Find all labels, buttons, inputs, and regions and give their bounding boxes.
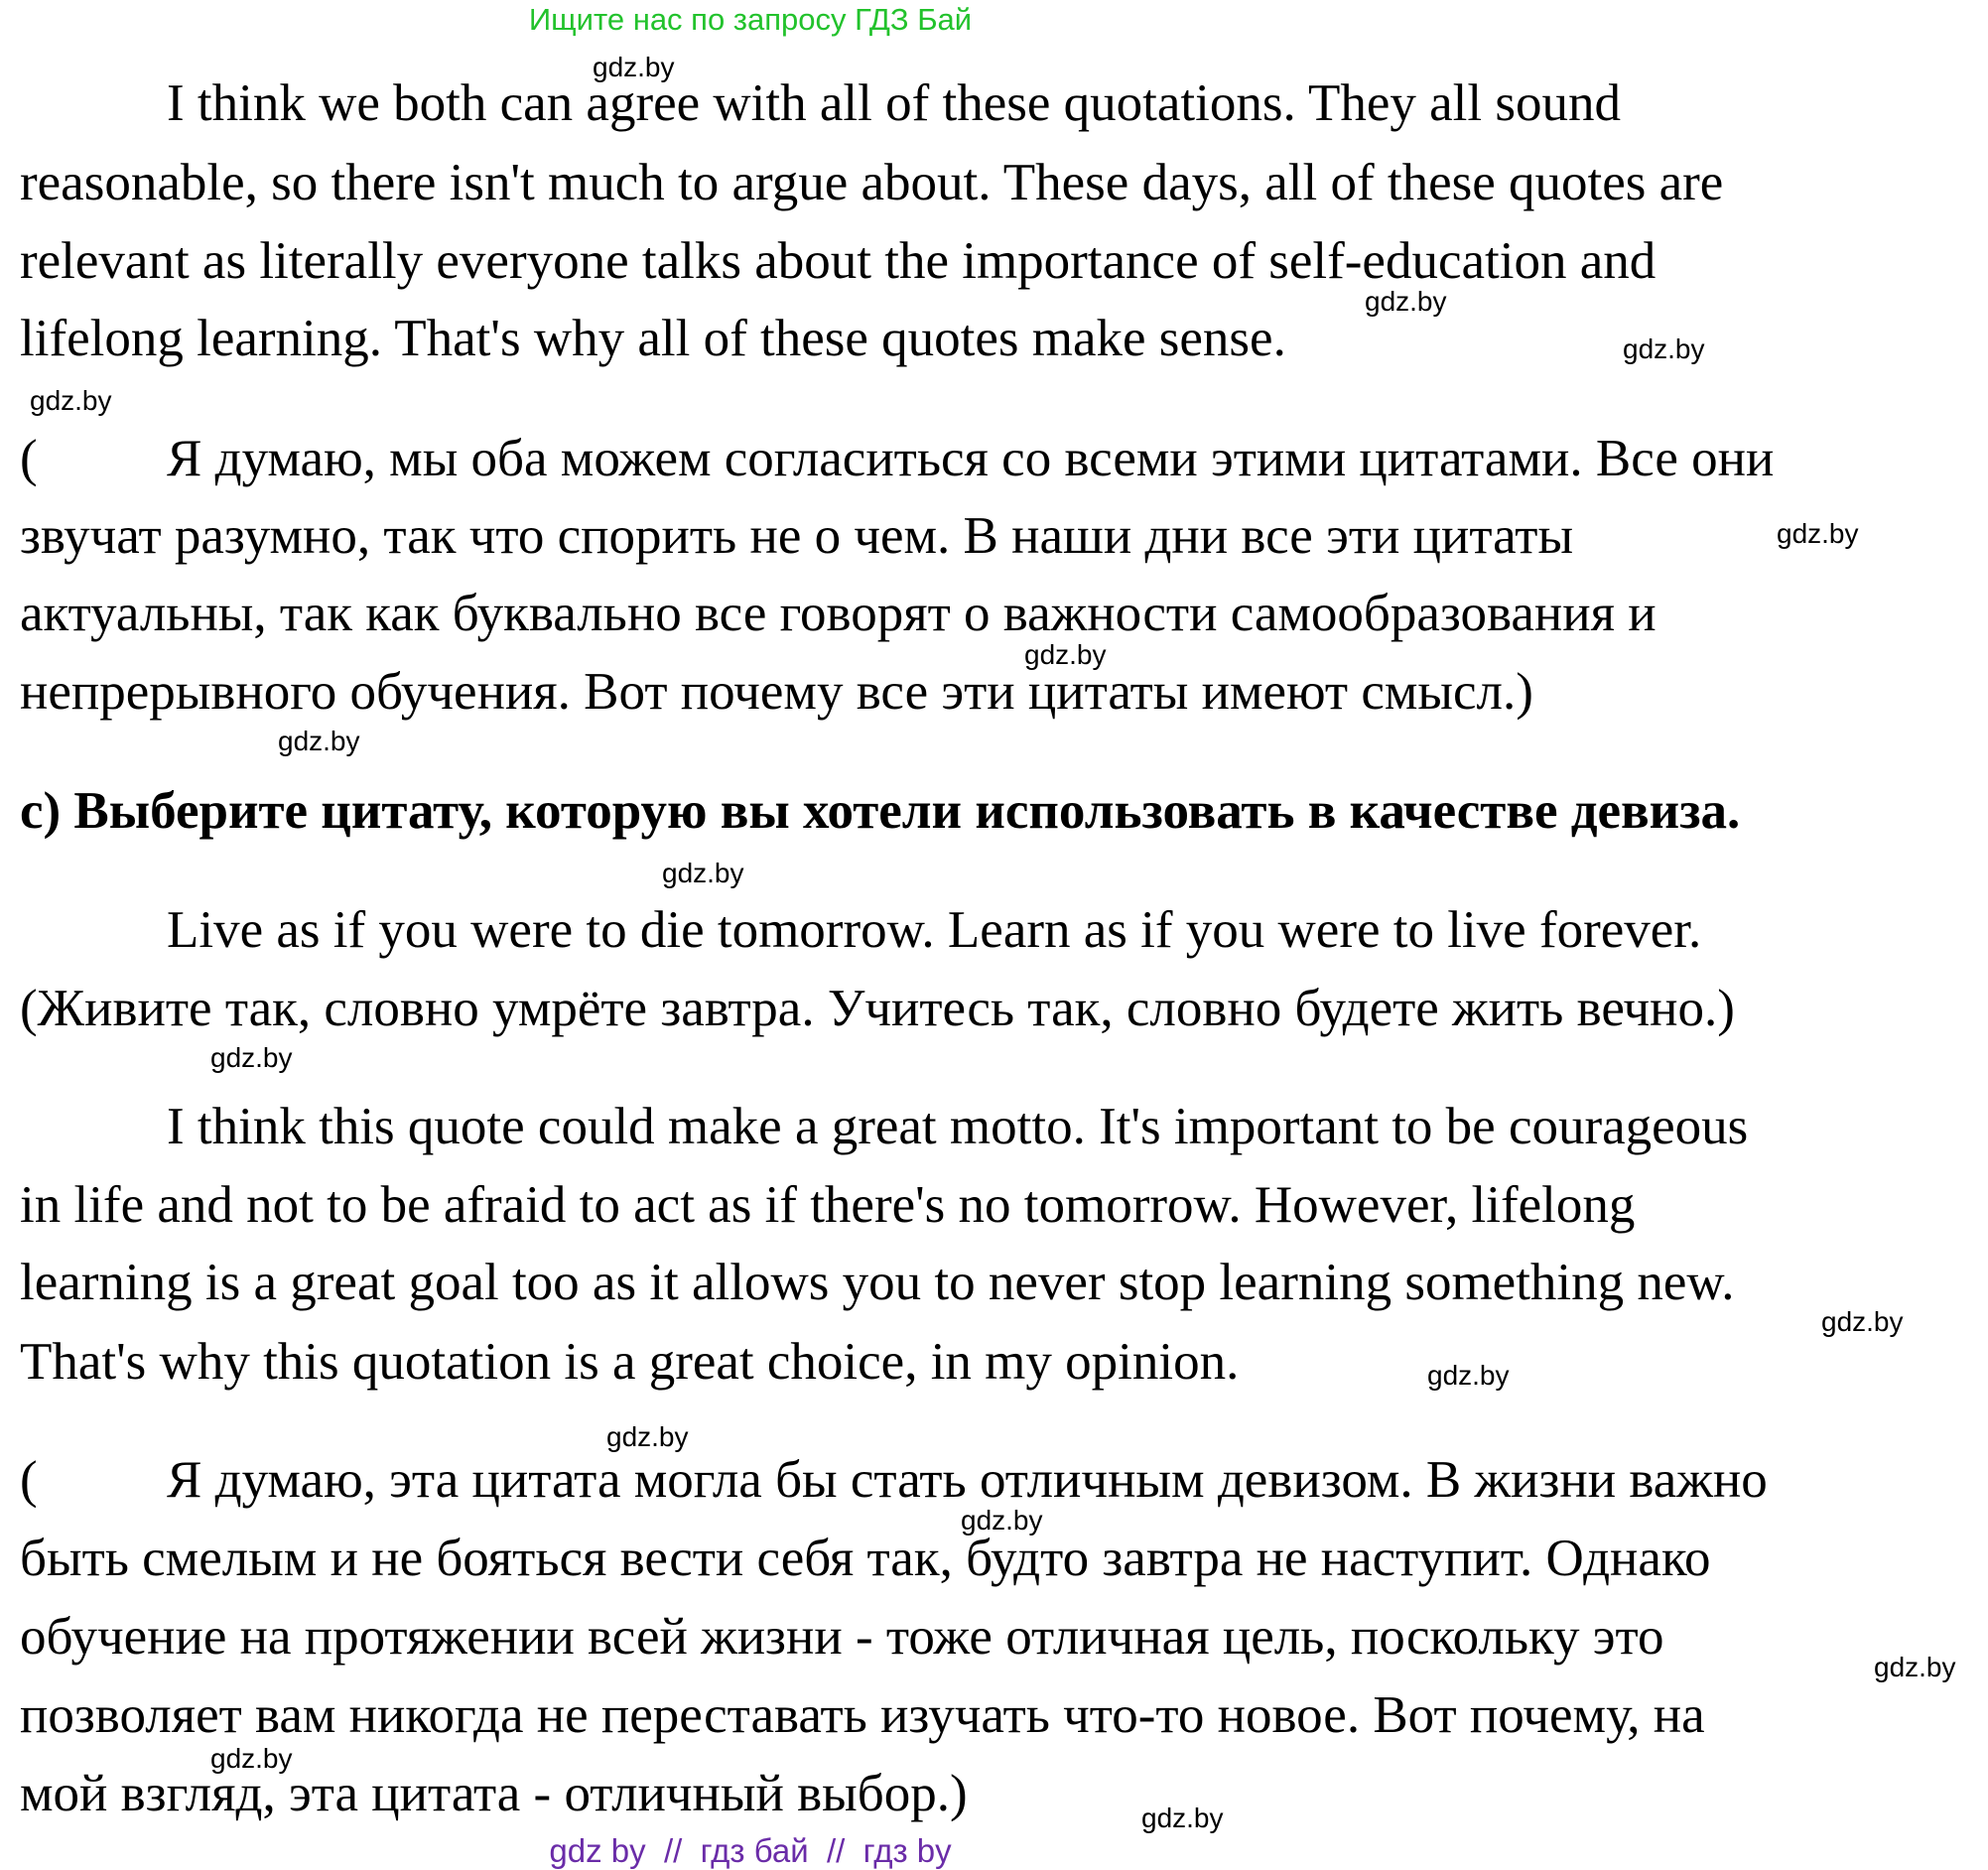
paragraph-ru-2-line: обучение на протяжении всей жизни - тоже отличная цель, поскольку это bbox=[20, 1608, 1664, 1666]
paragraph-ru-1-line: непрерывного обучения. Вот почему все эти цитаты имеют смысл.) bbox=[20, 663, 1533, 721]
watermark: gdz.by bbox=[1141, 1803, 1224, 1833]
paragraph-en-2-line: in life and not to be afraid to act as if there's no tomorrow. However, lifelong bbox=[20, 1176, 1636, 1234]
watermark: gdz.by bbox=[1874, 1652, 1956, 1682]
paragraph-en-1-line: relevant as literally everyone talks about the importance of self-education and bbox=[20, 232, 1657, 290]
paragraph-en-1-line: reasonable, so there isn't much to argue about. These days, all of these quotes are bbox=[20, 154, 1724, 211]
quote-ru: (Живите так, словно умрёте завтра. Учитесь так, словно будете жить вечно.) bbox=[20, 980, 1735, 1037]
paragraph-en-1-line: lifelong learning. That's why all of these quotes make sense. bbox=[20, 310, 1286, 367]
watermark: gdz.by bbox=[662, 858, 744, 888]
paragraph-en-2-line: I think this quote could make a great motto. It's important to be courageous bbox=[167, 1098, 1749, 1155]
watermark: gdz.by bbox=[1623, 334, 1705, 364]
watermark: gdz.by bbox=[1024, 639, 1107, 670]
paragraph-en-2-line: That's why this quotation is a great choice, in my opinion. bbox=[20, 1333, 1240, 1391]
paragraph-ru-1-line: актуальны, так как буквально все говорят о важности самообразования и bbox=[20, 585, 1657, 642]
task-heading: c) Выберите цитату, которую вы хотели использовать в качестве девиза. bbox=[20, 782, 1741, 840]
watermark: gdz.by bbox=[961, 1505, 1043, 1536]
watermark: gdz.by bbox=[278, 726, 360, 756]
watermark: gdz.by bbox=[1365, 286, 1447, 317]
footer-links: gdz by // гдз бай // гдз by bbox=[549, 1832, 952, 1869]
paragraph-ru-2-line: позволяет вам никогда не переставать изучать что-то новое. Вот почему, на bbox=[20, 1686, 1705, 1744]
paragraph-ru-2-line: быть смелым и не бояться вести себя так, будто завтра не наступит. Однако bbox=[20, 1530, 1711, 1587]
watermark: gdz.by bbox=[210, 1042, 293, 1073]
paragraph-ru-2-line: Я думаю, эта цитата могла бы стать отличным девизом. В жизни важно bbox=[167, 1451, 1768, 1509]
watermark: gdz.by bbox=[593, 52, 675, 82]
paragraph-ru-2-open-paren: ( bbox=[20, 1451, 38, 1509]
watermark: gdz.by bbox=[30, 385, 112, 416]
paragraph-ru-1-line: звучат разумно, так что спорить не о чем. В наши дни все эти цитаты bbox=[20, 507, 1574, 565]
quote-en: Live as if you were to die tomorrow. Learn as if you were to live forever. bbox=[167, 901, 1702, 959]
watermark: gdz.by bbox=[1427, 1360, 1510, 1391]
search-banner: Ищите нас по запросу ГДЗ Бай bbox=[528, 2, 973, 37]
watermark: gdz.by bbox=[210, 1743, 293, 1774]
paragraph-en-1-line: I think we both can agree with all of these quotations. They all sound bbox=[167, 74, 1622, 132]
paragraph-ru-1-line: Я думаю, мы оба можем согласиться со всеми этими цитатами. Все они bbox=[167, 430, 1775, 487]
paragraph-ru-2-line: мой взгляд, эта цитата - отличный выбор.) bbox=[20, 1765, 968, 1822]
paragraph-ru-1-open-paren: ( bbox=[20, 430, 38, 487]
watermark: gdz.by bbox=[1777, 518, 1859, 549]
watermark: gdz.by bbox=[1821, 1306, 1904, 1337]
watermark: gdz.by bbox=[606, 1421, 689, 1452]
paragraph-en-2-line: learning is a great goal too as it allows you to never stop learning something new. bbox=[20, 1254, 1735, 1311]
